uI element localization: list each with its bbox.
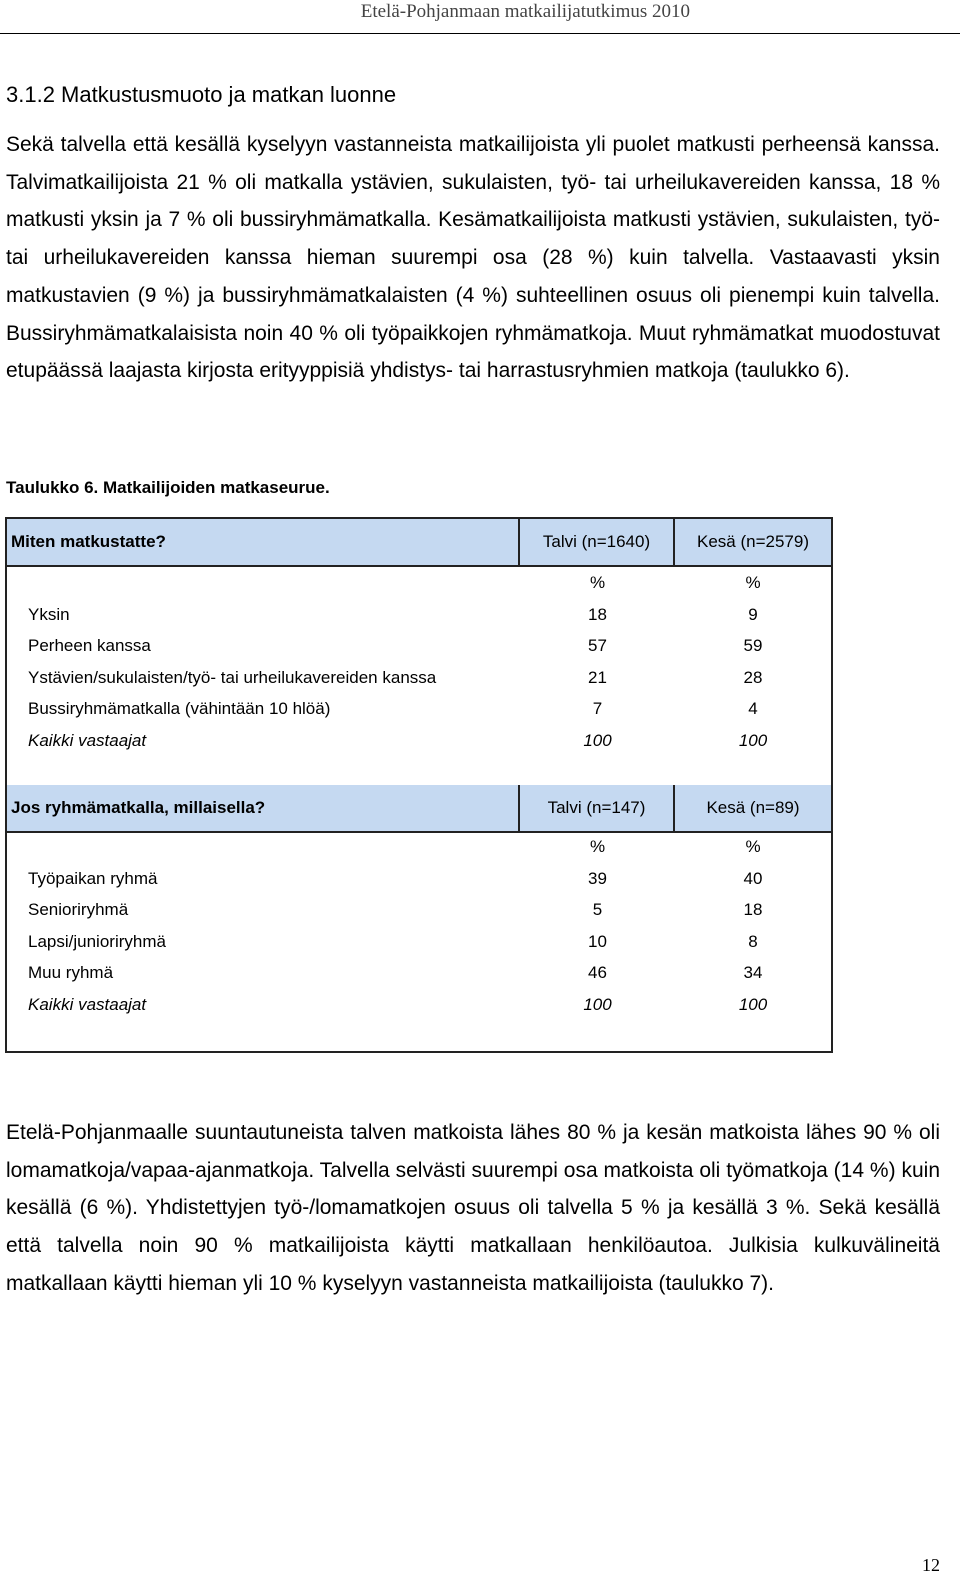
summer-value: 9 [748, 604, 758, 624]
table-header-row [7, 519, 831, 567]
winter-header: Talvi (n=1640) [520, 519, 675, 567]
page-number: 12 [922, 1555, 940, 1575]
table-row [7, 896, 831, 928]
body-paragraph-1: Sekä talvella että kesällä kyselyyn vastanneista matkailijoista yli puolet matkusti perheensä kanssa. Talvimatkailijoista 21 % oli matkalla ystävien, sukulaisten, työ- tai urheilukavereiden kanssa, 18 % matkusti yksin ja 7 % oli bussiryhmämatkalla. Kesämatkailijoista matkusti ystävien, sukulaisten, työ- tai urheilukavereiden kanssa hieman suurempi osa (28 %) kuin talvella. Vastaavasti yksin matkustavien (9 %) ja bussiryhmämatkalaisten (4 %) suhteellinen osuus oli pienempi kuin talvella. Bussiryhmämatkalaisista noin 40 % oli työpaikkojen ryhmämatkoja. Muut ryhmämatkat muodostuvat etupäässä laajasta kirjosta erityyppisiä yhdistys- tai harrastusryhmien matkoja (taulukko 6). [6, 133, 940, 383]
winter-value: 18 [588, 604, 607, 624]
table-row [7, 959, 831, 991]
unit-row [7, 833, 831, 865]
row-label: Kaikki vastaajat [28, 995, 147, 1014]
summer-value: 100 [738, 731, 768, 750]
table-row [7, 601, 831, 633]
row-label: Ystävien/sukulaisten/työ- tai urheilukavereiden kanssa [28, 667, 437, 687]
row-label: Muu ryhmä [28, 963, 114, 983]
group-trip-table [5, 785, 833, 1053]
summer-value: % [745, 573, 761, 592]
table-row [7, 632, 831, 664]
travel-company-table [5, 517, 833, 789]
winter-value: 21 [588, 667, 607, 687]
unit-row [7, 569, 831, 601]
table-row [7, 865, 831, 897]
question-header: Jos ryhmämatkalla, millaisella? [7, 785, 520, 833]
winter-value: % [589, 573, 606, 592]
winter-value: 46 [588, 963, 607, 983]
row-label: Perheen kanssa [28, 636, 151, 656]
row-label: Senioriryhmä [28, 900, 129, 920]
body-paragraph-2: Etelä-Pohjanmaalle suuntautuneista talven matkoista lähes 80 % ja kesän matkoista lähes 90 % oli lomamatkoja/vapaa-ajanmatkoja. Talvella selvästi suurempi osa matkoista oli työmatkoja (14 %) kuin kesällä (6 %). Yhdistettyjen työ-/lomamatkojen osuus oli talvella 5 % ja kesällä 3 %. Sekä kesällä että talvella noin 90 % matkailijoista käytti matkallaan henkilöautoa. Julkisia kulkuvälineitä matkallaan käytti hieman yli 10 % kyselyyn vastanneista matkailijoista (taulukko 7). [6, 1121, 940, 1295]
summer-value: 59 [743, 636, 763, 656]
section-heading: 3.1.2 Matkustusmuoto ja matkan luonne [6, 82, 397, 107]
summer-value: 18 [743, 900, 763, 920]
question-header: Miten matkustatte? [7, 519, 520, 567]
table-row [7, 695, 831, 727]
row-label: Työpaikan ryhmä [28, 868, 158, 888]
winter-value: 5 [592, 900, 603, 920]
total-row [7, 991, 831, 1023]
winter-value: % [589, 837, 606, 856]
summer-header: Kesä (n=89) [675, 785, 831, 833]
table-row [7, 664, 831, 696]
row-label: Kaikki vastaajat [28, 731, 147, 750]
row-label: Yksin [28, 604, 70, 624]
table-caption: Taulukko 6. Matkailijoiden matkaseurue. [6, 478, 330, 497]
summer-value: % [745, 837, 761, 856]
winter-value: 100 [583, 995, 612, 1014]
winter-value: 10 [588, 931, 607, 951]
running-header: Etelä-Pohjanmaan matkailijatutkimus 2010 [360, 1, 690, 22]
summer-value: 28 [743, 667, 763, 687]
winter-value: 7 [592, 699, 603, 719]
winter-header: Talvi (n=147) [520, 785, 675, 833]
summer-value: 100 [738, 995, 768, 1014]
total-row [7, 727, 831, 759]
summer-header: Kesä (n=2579) [675, 519, 831, 567]
row-label: Lapsi/junioriryhmä [28, 931, 166, 951]
summer-value: 40 [743, 868, 763, 888]
table-header-row [7, 785, 831, 833]
table-row [7, 928, 831, 960]
summer-value: 34 [743, 963, 763, 983]
winter-value: 100 [583, 731, 612, 750]
winter-value: 39 [588, 868, 607, 888]
row-label: Bussiryhmämatkalla (vähintään 10 hlöä) [28, 699, 331, 719]
summer-value: 4 [748, 699, 758, 719]
winter-value: 57 [588, 636, 607, 656]
summer-value: 8 [748, 931, 758, 951]
header-rule [0, 33, 960, 34]
